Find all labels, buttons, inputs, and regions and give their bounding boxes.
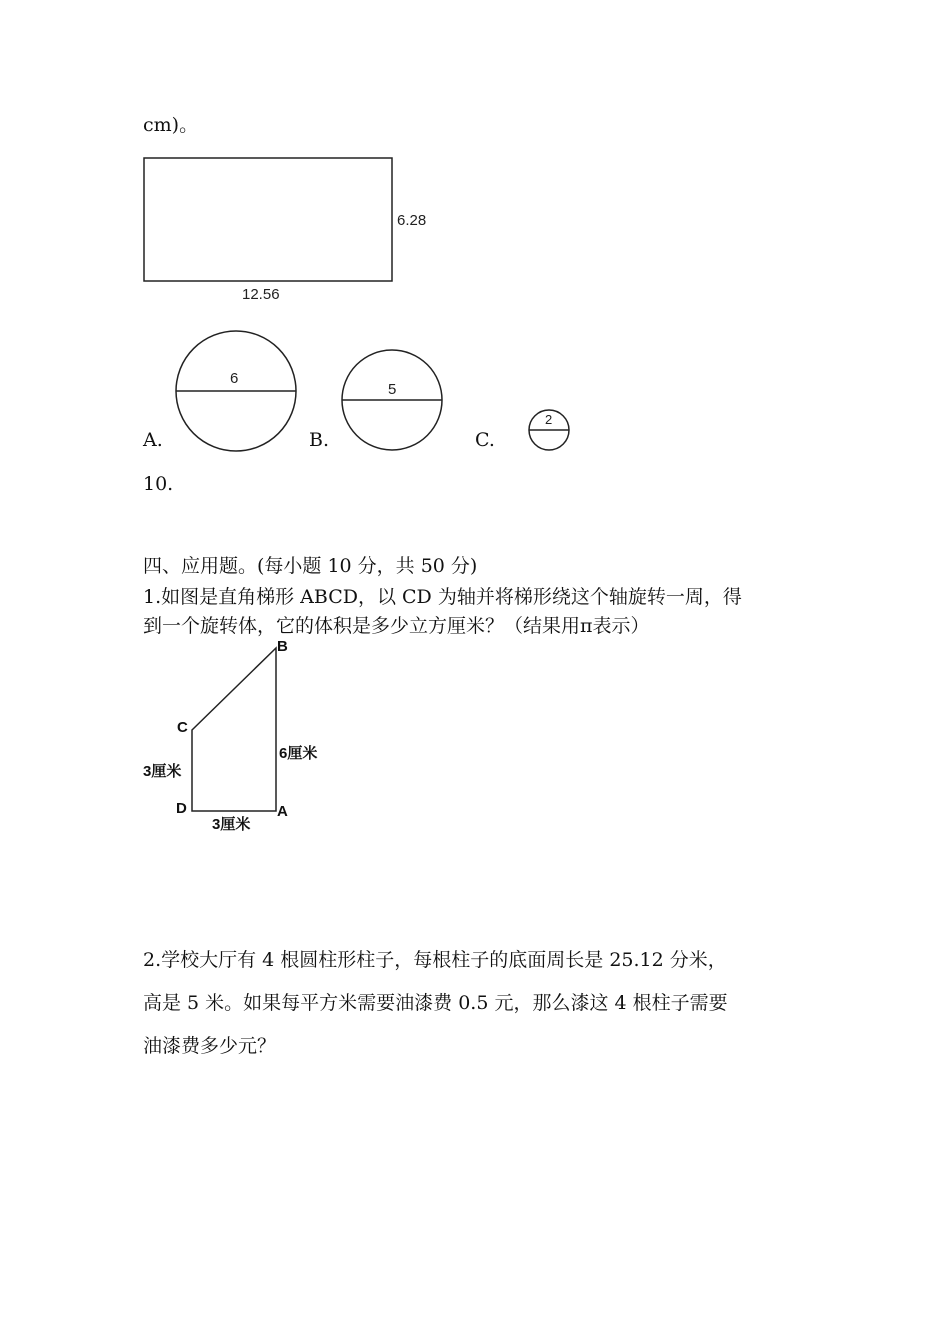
vertex-d-label: D (176, 800, 187, 817)
side-cd-length-label: 3厘米 (143, 763, 182, 780)
vertex-a-label: A (277, 803, 288, 820)
rectangle-width-label: 12.56 (242, 286, 280, 303)
option-c-letter: C. (475, 429, 495, 451)
option-b-diameter-label: 5 (388, 381, 397, 398)
problem-1-line-2: 到一个旋转体，它的体积是多少立方厘米？（结果用π表示） (143, 615, 650, 637)
side-da-length-label: 3厘米 (212, 816, 251, 833)
problem-2-line-1: 2.学校大厅有 4 根圆柱形柱子，每根柱子的底面周长是 25.12 分米， (143, 949, 727, 971)
option-a-diameter-label: 6 (230, 370, 239, 387)
rectangle-height-label: 6.28 (397, 212, 427, 229)
vertex-b-label: B (277, 638, 288, 655)
problem-2-line-2: 高是 5 米。如果每平方米需要油漆费 0.5 元，那么漆这 4 根柱子需要 (143, 992, 728, 1014)
option-b-letter: B. (309, 429, 330, 451)
section-title: 四、应用题。(每小题 10 分，共 50 分) (143, 555, 478, 577)
problem-1-line-1: 1.如图是直角梯形 ABCD，以 CD 为轴并将梯形绕这个轴旋转一周，得 (143, 586, 742, 608)
option-c-diameter-label: 2 (545, 412, 553, 427)
question-fragment: cm)。 (143, 114, 199, 136)
problem-2-line-3: 油漆费多少元？ (143, 1035, 277, 1057)
question-10-number: 10. (143, 473, 174, 495)
vertex-c-label: C (177, 719, 188, 736)
side-ab-length-label: 6厘米 (279, 745, 318, 762)
option-a-letter: A. (143, 429, 163, 451)
